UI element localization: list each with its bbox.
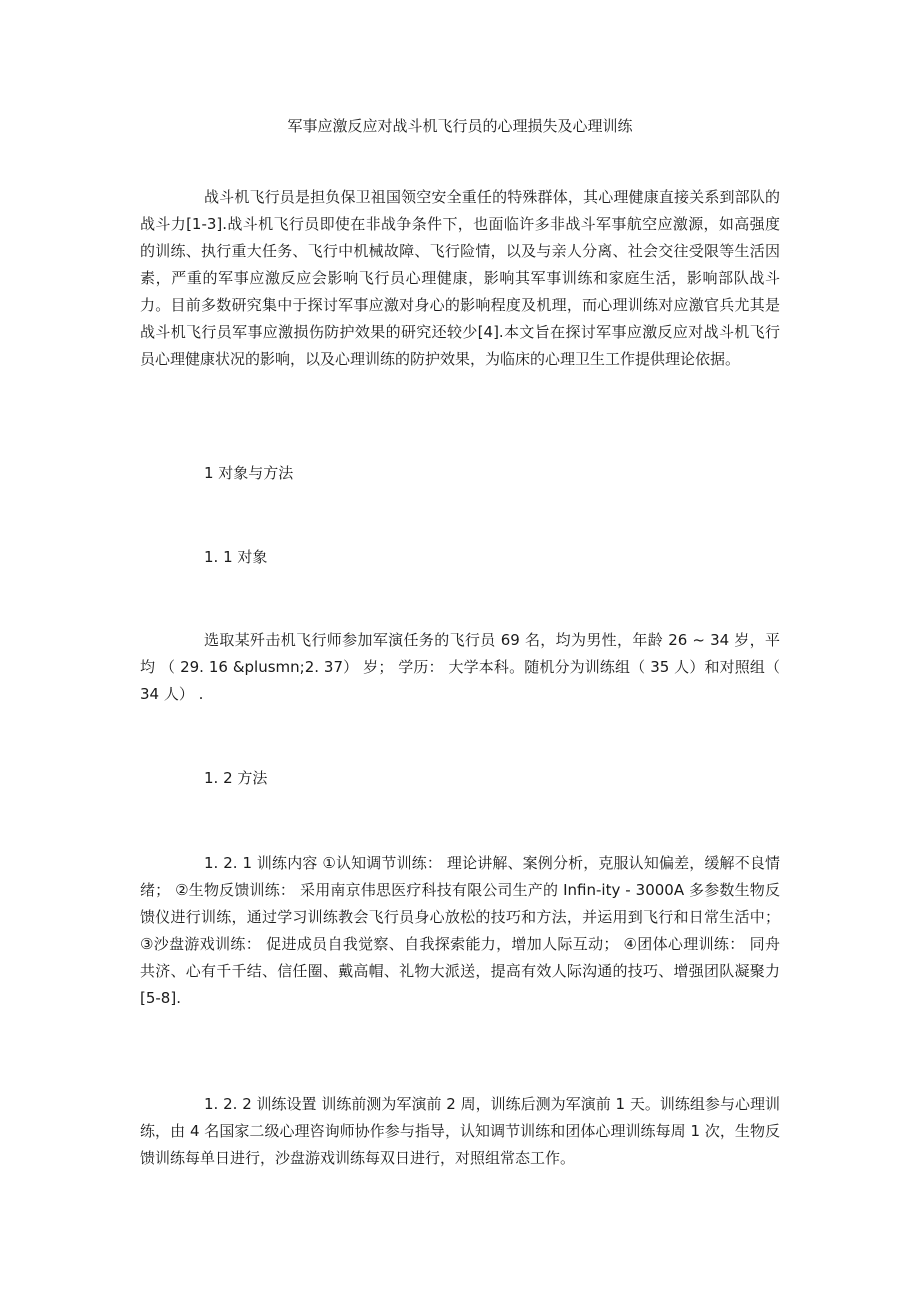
intro-paragraph: 战斗机飞行员是担负保卫祖国领空安全重任的特殊群体，其心理健康直接关系到部队的战斗力[1-3].战斗机飞行员即使在非战争条件下，也面临许多非战斗军事航空应激源，如高强度的训练、执行重大任务、飞行中机械故障、飞行险情，以及与亲人分离、社会交往受限等生活因素，严重的军事应激反应会影响飞行员心理健康，影响其军事训练和家庭生活，影响部队战斗力。目前多数研究集中于探讨军事应激对身心的影响程度及机理，而心理训练对应激官兵尤其是战斗机飞行员军事应激损伤防护效果的研究还较少[4].本文旨在探讨军事应激反应对战斗机飞行员心理健康状况的影响，以及心理训练的防护效果，为临床的心理卫生工作提供理论依据。 — [140, 188, 780, 368]
section-heading-methods: 1 对象与方法 — [204, 464, 294, 482]
training-setup-paragraph: 1. 2. 2 训练设置 训练前测为军演前 2 周，训练后测为军演前 1 天。训练组参与心理训练，由 4 名国家二级心理咨询师协作参与指导，认知调节训练和团体心理训练每周 1 次，生物反馈训练每单日进行，沙盘游戏训练每双日进行，对照组常态工作。 — [140, 1095, 780, 1167]
subjects-paragraph: 选取某歼击机飞行师参加军演任务的飞行员 69 名，均为男性，年龄 26 ~ 34 岁，平均 （ 29. 16 &plusmn;2. 37） 岁； 学历： 大学本科。随机分为训练组（ 35 人）和对照组（ 34 人） . — [140, 631, 780, 703]
subsection-heading-subjects: 1. 1 对象 — [204, 548, 268, 566]
subsection-heading-method: 1. 2 方法 — [204, 769, 268, 787]
document-title: 军事应激反应对战斗机飞行员的心理损失及心理训练 — [287, 117, 633, 135]
training-content-paragraph: 1. 2. 1 训练内容 ①认知调节训练： 理论讲解、案例分析，克服认知偏差，缓解不良情绪； ②生物反馈训练： 采用南京伟思医疗科技有限公司生产的 Infin-ity - 3000A 多参数生物反馈仪进行训练，通过学习训练教会飞行员身心放松的技巧和方法，并运用到飞行和日常生活中； ③沙盘游戏训练： 促进成员自我觉察、自我探索能力，增加人际互动； ④团体心理训练： 同舟共济、心有千千结、信任圈、戴高帽、礼物大派送，提高有效人际沟通的技巧、增强团队凝聚力[5-8]. — [140, 854, 780, 1007]
